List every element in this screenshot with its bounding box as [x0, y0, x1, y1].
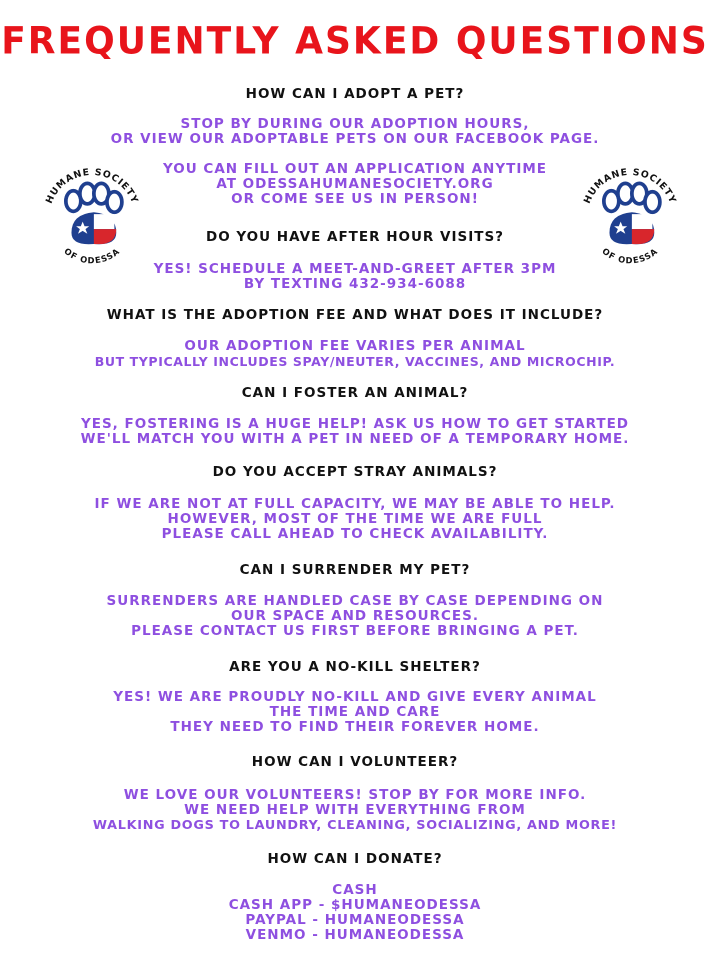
- answer-line: WE LOVE OUR VOLUNTEERS! STOP BY FOR MORE INFO.: [123, 787, 587, 803]
- logo-top-text: HUMANE SOCIETY: [43, 166, 141, 206]
- answer-line: OUR SPACE AND RESOURCES.: [231, 608, 479, 624]
- answer-line: YOU CAN FILL OUT AN APPLICATION ANYTIME: [162, 161, 547, 177]
- faq-question-strays: DO YOU ACCEPT STRAY ANIMALS?: [212, 464, 498, 480]
- answer-line: WE NEED HELP WITH EVERYTHING FROM: [184, 802, 526, 818]
- faq-question-donate: HOW CAN I DONATE?: [267, 851, 443, 867]
- logo-bottom-text: OF ODESSA: [62, 245, 122, 266]
- answer-line: [0, 147, 710, 162]
- answer-line: WE'LL MATCH YOU WITH A PET IN NEED OF A TEMPORARY HOME.: [80, 431, 630, 447]
- answer-line: BY TEXTING 432-934-6088: [243, 276, 467, 292]
- answer-line: YES, FOSTERING IS A HUGE HELP! ASK US HOW TO GET STARTED: [80, 416, 630, 432]
- answer-line: OR COME SEE US IN PERSON!: [231, 191, 479, 207]
- faq-answer-strays: [0, 497, 710, 542]
- answer-line: CASH APP - $HUMANEODESSA: [228, 897, 482, 913]
- faq-question-fee: WHAT IS THE ADOPTION FEE AND WHAT DOES IT INCLUDE?: [106, 307, 604, 323]
- faq-question-foster: CAN I FOSTER AN ANIMAL?: [241, 385, 469, 401]
- faq-answer-donate: [0, 883, 710, 943]
- answer-line: THE TIME AND CARE: [269, 704, 441, 720]
- answer-line: YES! SCHEDULE A MEET-AND-GREET AFTER 3PM: [153, 261, 557, 277]
- faq-answer-adopt: [0, 117, 710, 207]
- answer-line: OR VIEW OUR ADOPTABLE PETS ON OUR FACEBOOK PAGE.: [110, 131, 600, 147]
- faq-answer-no-kill: [0, 690, 710, 735]
- answer-line: OUR ADOPTION FEE VARIES PER ANIMAL: [184, 338, 526, 354]
- answer-line: VENMO - HUMANEODESSA: [245, 927, 465, 943]
- logo-top-text: HUMANE SOCIETY: [581, 166, 679, 206]
- answer-line: STOP BY DURING OUR ADOPTION HOURS,: [180, 116, 530, 132]
- answer-line: PLEASE CONTACT US FIRST BEFORE BRINGING A PET.: [131, 623, 579, 639]
- answer-line: SURRENDERS ARE HANDLED CASE BY CASE DEPENDING ON: [106, 593, 604, 609]
- answer-line: PLEASE CALL AHEAD TO CHECK AVAILABILITY.: [161, 526, 549, 542]
- page-title: FREQUENTLY ASKED QUESTIONS: [1, 19, 709, 63]
- faq-answer-fee: [0, 339, 710, 369]
- answer-line: WALKING DOGS TO LAUNDRY, CLEANING, SOCIALIZING, AND MORE!: [92, 818, 618, 833]
- faq-answer-foster: [0, 417, 710, 447]
- faq-answer-volunteer: [0, 788, 710, 833]
- answer-line: HOWEVER, MOST OF THE TIME WE ARE FULL: [167, 511, 543, 527]
- faq-question-after-hours: DO YOU HAVE AFTER HOUR VISITS?: [205, 229, 505, 245]
- faq-question-surrender: CAN I SURRENDER MY PET?: [239, 562, 471, 578]
- faq-question-volunteer: HOW CAN I VOLUNTEER?: [251, 754, 459, 770]
- answer-line: PAYPAL - HUMANEODESSA: [245, 912, 465, 928]
- faq-answer-after-hours: [0, 262, 710, 292]
- faq-question-no-kill: ARE YOU A NO-KILL SHELTER?: [229, 659, 481, 675]
- faq-answer-surrender: [0, 594, 710, 639]
- answer-line: CASH: [332, 882, 378, 898]
- answer-line: THEY NEED TO FIND THEIR FOREVER HOME.: [170, 719, 540, 735]
- logo-bottom-text: OF ODESSA: [600, 245, 660, 266]
- answer-line: BUT TYPICALLY INCLUDES SPAY/NEUTER, VACCINES, AND MICROCHIP.: [94, 354, 616, 369]
- answer-line: IF WE ARE NOT AT FULL CAPACITY, WE MAY BE ABLE TO HELP.: [94, 496, 616, 512]
- answer-line: YES! WE ARE PROUDLY NO-KILL AND GIVE EVERY ANIMAL: [113, 689, 597, 705]
- answer-line: AT ODESSAHUMANESOCIETY.ORG: [216, 176, 494, 192]
- faq-question-adopt: HOW CAN I ADOPT A PET?: [245, 86, 465, 102]
